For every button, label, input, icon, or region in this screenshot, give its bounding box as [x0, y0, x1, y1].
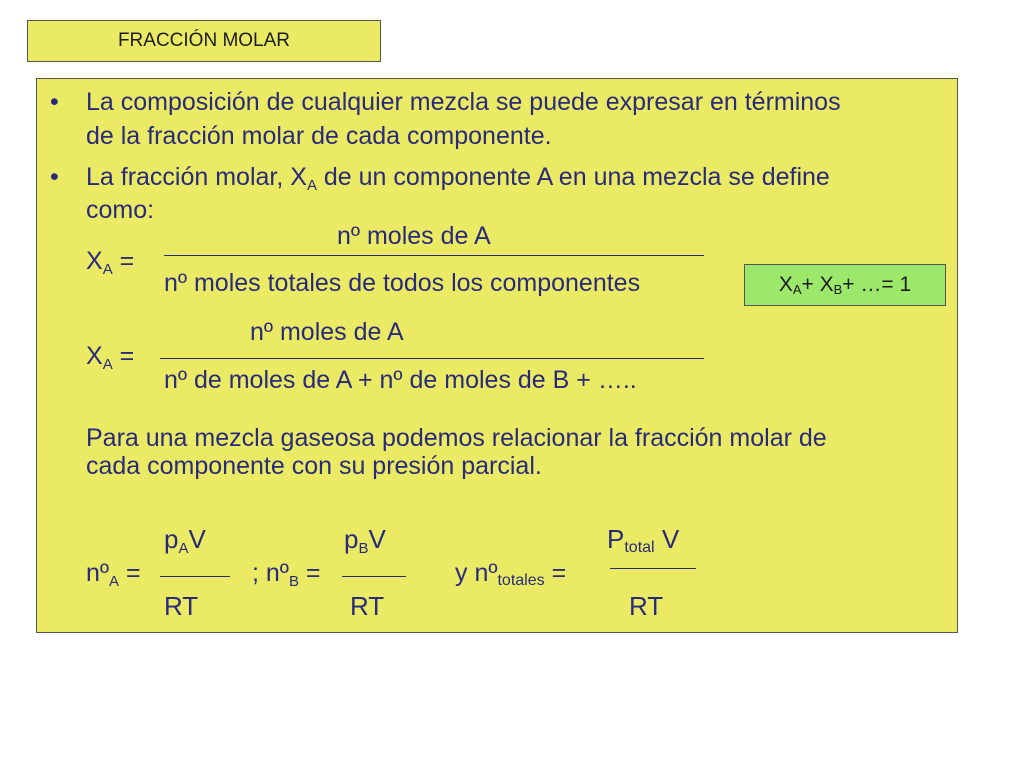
bullet-2-prefix: La fracción molar, X [86, 163, 307, 191]
nb-separator: ; nº [252, 559, 289, 587]
sum-identity-box [744, 264, 946, 306]
sum-x-a: X [778, 273, 793, 296]
slide-title [27, 20, 381, 62]
nt-denominator: RT [629, 591, 664, 621]
nb-num-p: p [344, 524, 359, 554]
nb-equals: = [298, 559, 321, 587]
sum-plus-x-b: + X [801, 273, 834, 296]
na-num-p: p [164, 524, 179, 554]
bullet-marker-2: • [50, 163, 59, 191]
formula-1-lhs-x: X [86, 247, 103, 275]
na-denominator: RT [164, 591, 199, 621]
formula-1-lhs-subscript: A [102, 261, 113, 278]
na-lhs-subscript: A [109, 573, 120, 590]
bullet-2-suffix: de un componente A en una mezcla se define [316, 163, 830, 191]
formula-2-lhs-subscript: A [102, 356, 113, 373]
sum-rest: + …= 1 [842, 273, 912, 296]
na-fraction-bar [160, 576, 230, 577]
formula-2-fraction-bar [160, 358, 704, 359]
sum-b-subscript: B [833, 281, 843, 297]
na-equals: = [119, 559, 141, 587]
nt-lhs [455, 558, 566, 592]
nt-numerator [607, 524, 679, 559]
formula-1-denominator: nº moles totales de todos los componentes [164, 269, 641, 297]
nb-lhs-subscript: B [288, 573, 299, 590]
formula-1-lhs [86, 246, 134, 280]
bullet-2-line-1 [86, 162, 830, 196]
bullet-2-subscript: A [306, 177, 317, 194]
na-numerator [164, 524, 206, 559]
nb-num-v: V [368, 524, 386, 554]
nb-denominator: RT [350, 591, 385, 621]
nb-numerator [344, 524, 386, 559]
nt-num-v: V [654, 524, 680, 554]
nb-fraction-bar [342, 576, 406, 577]
bullet-1-line-2: de la fracción molar de cada componente. [86, 122, 552, 150]
formula-2-lhs [86, 341, 134, 375]
paragraph-line-2: cada componente con su presión parcial. [86, 452, 542, 480]
sum-a-subscript: A [792, 281, 802, 297]
slide-title-text: FRACCIÓN MOLAR [117, 30, 291, 51]
nt-y-text: y nº [455, 559, 498, 587]
formula-1-equals: = [112, 247, 135, 275]
formula-2-equals: = [112, 342, 135, 370]
na-lhs-text: nº [86, 559, 110, 587]
nt-num-subscript: total [624, 539, 655, 556]
formula-1-fraction-bar [164, 255, 704, 256]
nt-lhs-subscript: totales [497, 572, 545, 589]
na-lhs [86, 558, 141, 592]
formula-2-numerator: nº moles de A [250, 318, 404, 346]
paragraph-line-1: Para una mezcla gaseosa podemos relacionar la fracción molar de [86, 424, 827, 452]
bullet-2-line-2: como: [86, 196, 155, 224]
nt-num-p: P [607, 524, 625, 554]
bullet-marker-1: • [50, 88, 59, 116]
na-num-v: V [188, 524, 206, 554]
formula-1-numerator: nº moles de A [337, 222, 491, 250]
nb-num-subscript: B [358, 540, 369, 557]
formula-2-lhs-x: X [86, 342, 103, 370]
nt-equals: = [544, 559, 567, 587]
formula-2-denominator: nº de moles de A + nº de moles de B + ….. [164, 366, 637, 394]
nb-lhs [252, 558, 321, 592]
na-num-subscript: A [178, 540, 189, 557]
bullet-1-line-1: La composición de cualquier mezcla se puede expresar en términos [86, 88, 841, 116]
nt-fraction-bar [610, 568, 696, 569]
